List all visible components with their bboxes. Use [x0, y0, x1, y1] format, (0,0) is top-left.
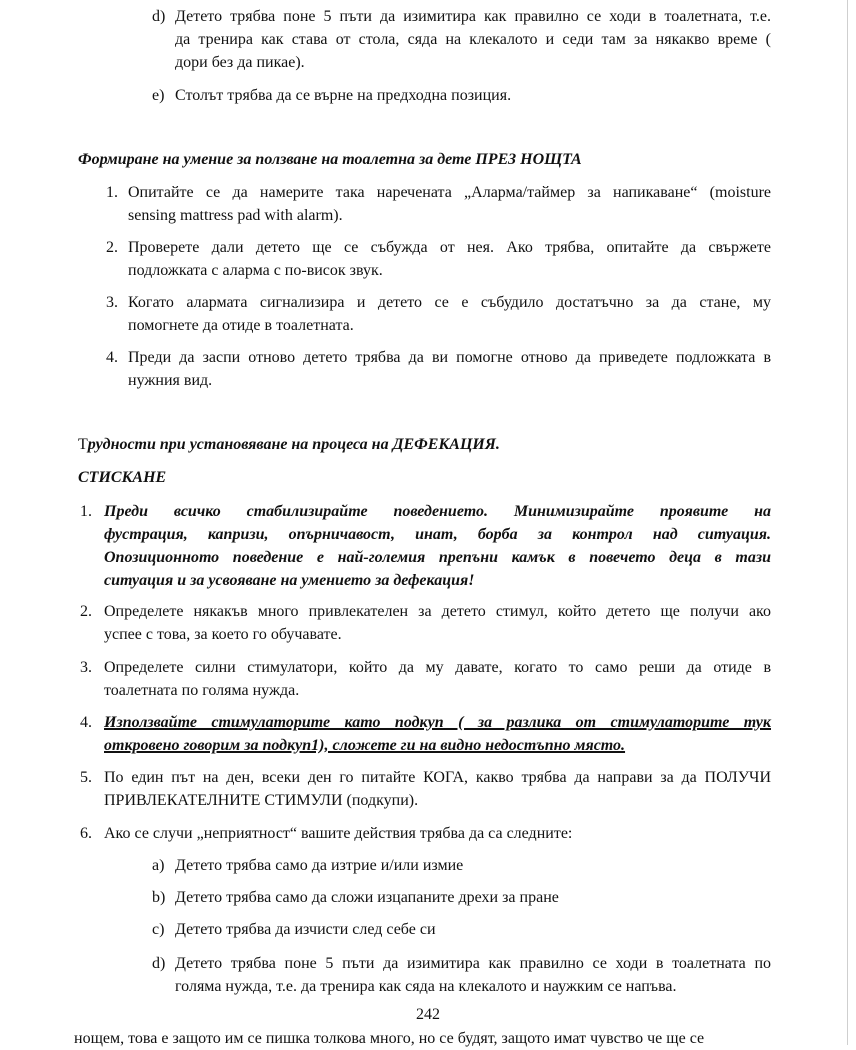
list-marker: 2.	[80, 603, 92, 620]
line-text: успее с това, за което го обучавате.	[104, 626, 342, 643]
list-marker: 3.	[80, 659, 92, 676]
line-text: откровено говорим за подкуп1), сложете ги на видно недостъпно място.	[104, 737, 626, 754]
line-text: Детето трябва поне 5 пъти да изимитира как правилно се ходи в тоалетната по	[175, 955, 771, 972]
list-item-line	[104, 547, 771, 569]
line-text: помогнете да отиде в тоалетната.	[128, 317, 354, 334]
line-text: sensing mattress pad with alarm).	[128, 207, 343, 224]
list-marker: d)	[152, 8, 166, 25]
line-text: Използвайте стимулаторите като подкуп ( за разлика от стимулаторите тук	[104, 714, 771, 731]
list-item-line	[128, 205, 343, 227]
list-item-line	[104, 524, 771, 546]
list-item-line	[104, 601, 771, 623]
page-edge	[847, 0, 848, 1045]
list-item-line	[128, 237, 771, 259]
list-item-line	[128, 370, 212, 392]
list-item-line	[128, 182, 771, 204]
list-item-line	[104, 735, 625, 757]
list-item-line	[128, 292, 771, 314]
list-item-line	[104, 823, 572, 845]
list-marker: c)	[152, 921, 165, 938]
next-page-text: нощем, това е защото им се пишка толкова много, но се будят, защото имат чувство че ще се	[74, 1030, 705, 1047]
defecation-subheading: СТИСКАНЕ	[78, 469, 167, 486]
line-text: Преди да заспи отново детето трябва да ви помогне отново да приведете подложката в	[128, 349, 771, 366]
line-text: ПРИВЛЕКАТЕЛНИТЕ СТИМУЛИ (подкупи).	[104, 792, 419, 809]
list-item-line	[175, 976, 677, 998]
list-marker: a)	[152, 857, 165, 874]
defecation-section-heading	[78, 434, 500, 456]
line-text: Определете силни стимулатори, който да му давате, когато то само реши да отиде в	[104, 659, 771, 676]
line-text: фустрация, капризи, опърничавост, инат, борба за контрол над ситуация.	[104, 526, 771, 543]
list-item-line	[128, 315, 354, 337]
line-text: нужния вид.	[128, 372, 213, 389]
list-marker: 3.	[106, 294, 118, 311]
line-text: Проверете дали детето ще се събужда от нея. Ако трябва, опитайте да свържете	[128, 239, 771, 256]
list-marker: 4.	[106, 349, 118, 366]
line-text: тоалетната по голяма нужда.	[104, 682, 300, 699]
list-item-line	[104, 624, 342, 646]
line-text: подложката с аларма с по-висок звук.	[128, 262, 383, 279]
line-text: Детето трябва само да сложи изцапаните дрехи за пране	[175, 889, 559, 906]
line-text: дори без да пикае).	[175, 54, 305, 71]
line-text: Опозиционното поведение е най-големия препъни камък в повечето деца в тази	[104, 549, 771, 566]
list-item-line	[104, 790, 418, 812]
list-marker: e)	[152, 87, 165, 104]
list-item-line	[104, 657, 771, 679]
night-section-heading: Формиране на умение за ползване на тоалетна за дете ПРЕЗ НОЩТА	[78, 151, 582, 168]
line-text: да тренира как става от стола, сяда на клекалото и седи там за някакво време (	[175, 31, 771, 48]
list-item-line	[175, 887, 559, 909]
line-text: Преди всичко стабилизирайте поведението. Минимизирайте проявите на	[104, 503, 771, 520]
list-item-line	[175, 85, 511, 107]
list-item-line	[175, 29, 771, 51]
line-text: ситуация и за усвояване на умението за дефекация!	[104, 572, 475, 589]
list-item-line	[104, 680, 299, 702]
list-marker: 4.	[80, 714, 92, 731]
line-text: Определете някакъв много привлекателен за детето стимул, който детето ще получи ако	[104, 603, 771, 620]
list-item-line	[175, 855, 463, 877]
list-item-line	[104, 570, 475, 592]
list-marker: b)	[152, 889, 166, 906]
heading-first-letter: Т	[78, 436, 88, 453]
line-text: Детето трябва само да изтрие и/или измие	[175, 857, 464, 874]
list-item-line	[175, 953, 771, 975]
line-text: По един път на ден, всеки ден го питайте КОГА, какво трябва да направи за да ПОЛУЧИ	[104, 769, 771, 786]
line-text: Столът трябва да се върне на предходна позиция.	[175, 87, 512, 104]
list-item-line	[128, 347, 771, 369]
line-text: Детето трябва да изчисти след себе си	[175, 921, 436, 938]
list-item-line	[175, 919, 436, 941]
list-item-line	[128, 260, 383, 282]
line-text: Ако се случи „неприятност“ вашите действия трябва да са следните:	[104, 825, 573, 842]
list-marker: 5.	[80, 769, 92, 786]
list-item-line	[104, 501, 771, 523]
list-marker: 1.	[80, 503, 92, 520]
list-item-line	[175, 6, 771, 28]
list-item-line	[104, 712, 771, 734]
line-text: Детето трябва поне 5 пъти да изимитира как правилно се ходи в тоалетната, т.е.	[175, 8, 771, 25]
list-marker: d)	[152, 955, 166, 972]
line-text: Когато алармата сигнализира и детето се е събудило достатъчно за да стане, му	[128, 294, 771, 311]
heading-rest: рудности при установяване на процеса на ДЕФЕКАЦИЯ.	[87, 436, 500, 453]
list-item-line	[104, 767, 771, 789]
line-text: Опитайте се да намерите така наречената „Аларма/таймер за напикаване“ (moisture	[128, 184, 771, 201]
list-marker: 6.	[80, 825, 92, 842]
page-number: 242	[416, 1006, 440, 1023]
line-text: голяма нужда, т.е. да тренира как сяда на клекалото и наужким се напъва.	[175, 978, 677, 995]
list-item-line	[175, 52, 305, 74]
list-marker: 2.	[106, 239, 118, 256]
list-marker: 1.	[106, 184, 118, 201]
